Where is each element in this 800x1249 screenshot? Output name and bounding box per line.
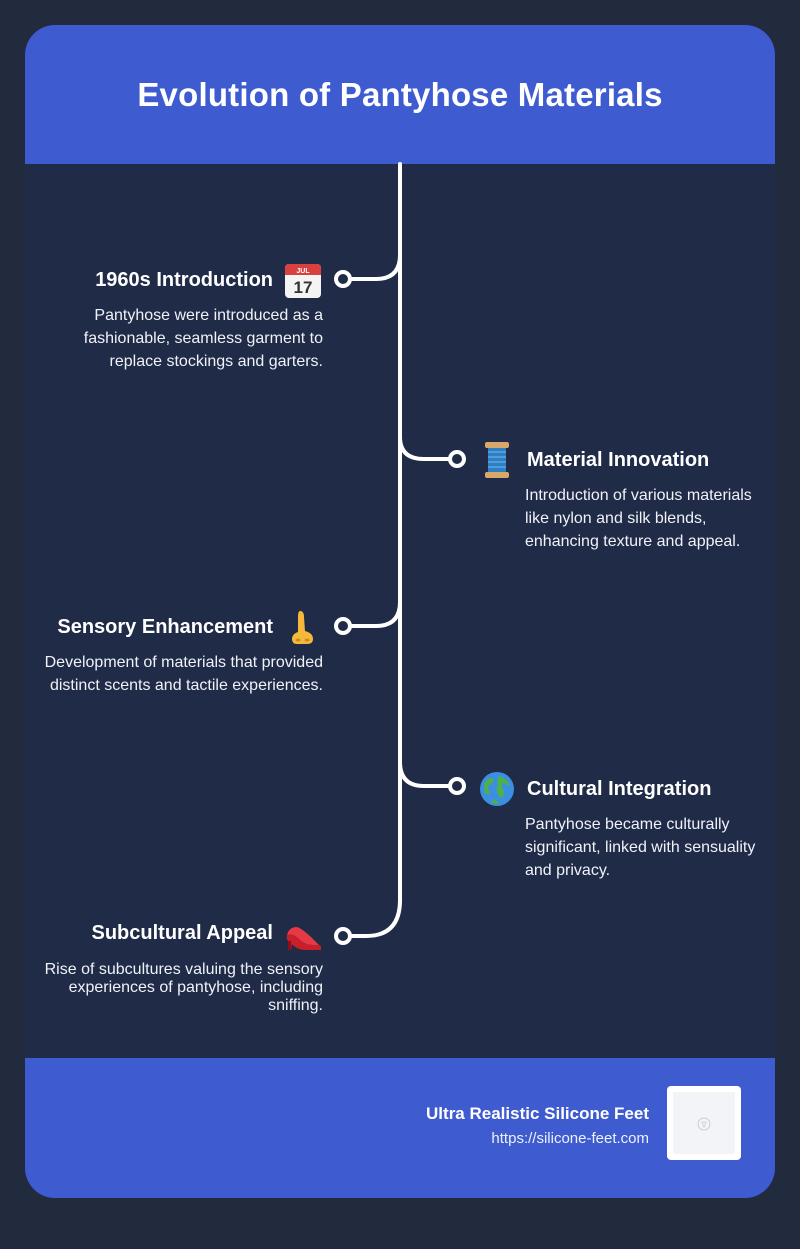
footer-banner xyxy=(25,1058,775,1198)
timeline-event-sensory-enhancement xyxy=(43,607,323,697)
footer-brand xyxy=(426,1103,649,1150)
timeline-node-1 xyxy=(336,272,350,286)
page-title: Evolution of Pantyhose Materials xyxy=(137,75,663,113)
timeline-event-subcultural-appeal xyxy=(43,913,323,1015)
connector-4 xyxy=(400,762,457,786)
timeline-node-5 xyxy=(336,929,350,943)
footer-url-link[interactable]: https://silicone-feet.com xyxy=(491,1130,649,1147)
timeline-node-3 xyxy=(336,619,350,633)
event-description: Pantyhose became culturally significant, linked with sensuality and privacy. xyxy=(525,816,756,879)
timeline-event-material-innovation xyxy=(477,440,762,553)
connector-3 xyxy=(343,602,400,626)
footer-brand-name: Ultra Realistic Silicone Feet xyxy=(426,1104,649,1123)
svg-text:17: 17 xyxy=(293,278,313,297)
event-title: Material Innovation xyxy=(527,449,710,471)
nose-icon xyxy=(283,607,323,647)
infographic-card xyxy=(25,25,775,1198)
event-title: Sensory Enhancement xyxy=(57,616,273,638)
timeline-event-cultural-integration xyxy=(477,769,762,882)
event-title: Cultural Integration xyxy=(527,778,712,800)
footer-logo xyxy=(667,1086,741,1160)
timeline-node-4 xyxy=(450,779,464,793)
calendar-icon xyxy=(283,260,323,300)
thread-spool-icon xyxy=(477,440,517,480)
event-description: Introduction of various materials like nylon and silk blends, enhancing texture and appeal. xyxy=(525,487,752,550)
connector-2 xyxy=(400,437,457,459)
event-description: Development of materials that provided distinct scents and tactile experiences. xyxy=(44,654,323,694)
globe-icon xyxy=(477,769,517,809)
event-description: Pantyhose were introduced as a fashionable, seamless garment to replace stockings and garters. xyxy=(83,307,323,370)
high-heel-icon xyxy=(283,913,323,953)
connector-5 xyxy=(343,900,400,936)
timeline-event-1960s xyxy=(43,260,323,373)
logo-mark-icon xyxy=(673,1092,735,1154)
event-title: 1960s Introduction xyxy=(95,269,273,291)
svg-text:JUL: JUL xyxy=(296,268,310,275)
timeline-node-2 xyxy=(450,452,464,466)
connector-1 xyxy=(343,255,400,279)
event-title: Subcultural Appeal xyxy=(91,922,273,944)
event-description: Rise of subcultures valuing the sensory experiences of pantyhose, including sniffing. xyxy=(44,961,323,1014)
